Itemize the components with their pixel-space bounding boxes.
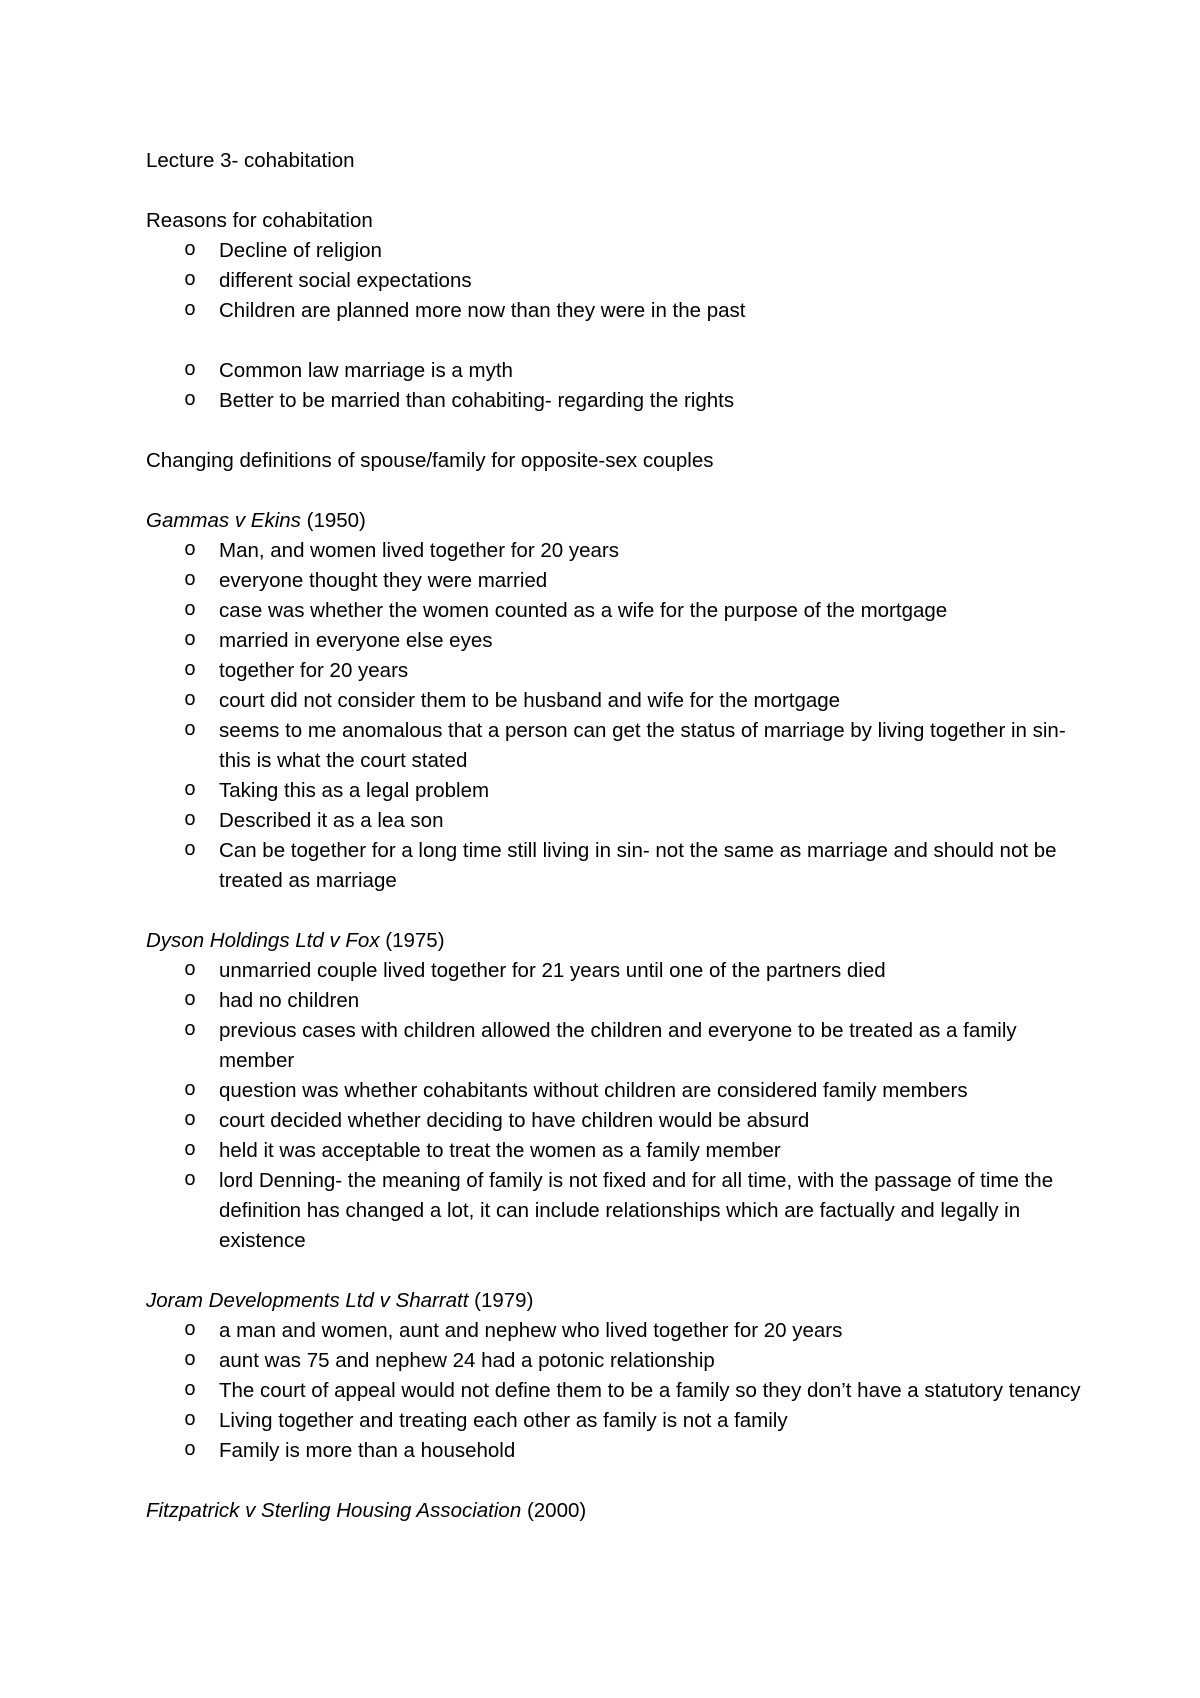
list-item-text: had no children <box>219 989 360 1012</box>
bullet-marker: o <box>184 779 197 802</box>
list-item-text: unmarried couple lived together for 21 years until one of the partners died <box>219 959 886 982</box>
case-name: Fitzpatrick v Sterling Housing Association <box>146 1499 522 1522</box>
list-item <box>146 1436 1086 1466</box>
bullet-marker: o <box>184 269 197 292</box>
bullet-marker: o <box>184 299 197 322</box>
case-year: (1975) <box>385 929 445 952</box>
case-joram-developments-v-sharratt <box>146 1286 1086 1466</box>
list-item-text: Decline of religion <box>219 239 382 262</box>
list-item <box>146 986 1086 1016</box>
list-item-text: Described it as a lea son <box>219 809 444 832</box>
bullet-marker: o <box>184 719 197 742</box>
list-item-text: court decided whether deciding to have children would be absurd <box>219 1109 810 1132</box>
bullet-marker: o <box>184 1319 197 1342</box>
bullet-marker: o <box>184 359 197 382</box>
case-fitzpatrick-v-sterling <box>146 1496 1086 1526</box>
list-item-text: question was whether cohabitants without children are considered family members <box>219 1079 968 1102</box>
list-item <box>146 1316 1086 1346</box>
list-item <box>146 536 1086 566</box>
bullet-marker: o <box>184 1409 197 1432</box>
list-item-text: different social expectations <box>219 269 472 292</box>
document-body <box>146 146 1086 1526</box>
list-item <box>146 1076 1086 1106</box>
blank-line <box>146 326 1086 356</box>
bullet-marker: o <box>184 569 197 592</box>
case-heading <box>146 1496 1086 1526</box>
bullet-marker: o <box>184 239 197 262</box>
list-item <box>146 266 1086 296</box>
case-year: (2000) <box>526 1499 587 1522</box>
list-item <box>146 656 1086 686</box>
list-item <box>146 356 1086 386</box>
case-heading <box>146 926 1086 956</box>
list-item <box>146 776 1086 806</box>
bullet-marker: o <box>184 599 197 622</box>
bullet-marker: o <box>184 629 197 652</box>
reasons-heading: Reasons for cohabitation <box>146 209 373 232</box>
bullet-marker: o <box>184 1349 197 1372</box>
list-item <box>146 806 1086 836</box>
list-item-text: aunt was 75 and nephew 24 had a potonic relationship <box>219 1349 715 1372</box>
definitions-heading: Changing definitions of spouse/family for opposite-sex couples <box>146 449 714 472</box>
list-item-text: Common law marriage is a myth <box>219 359 513 382</box>
case-name: Dyson Holdings Ltd v Fox <box>146 929 380 952</box>
list-item-text: Children are planned more now than they were in the past <box>219 299 746 322</box>
list-item-text: held it was acceptable to treat the women as a family member <box>219 1139 781 1162</box>
bullet-marker: o <box>184 1169 197 1192</box>
list-item-text: Man, and women lived together for 20 years <box>219 539 619 562</box>
case-points-list <box>146 956 1086 1256</box>
list-item <box>146 626 1086 656</box>
list-item <box>146 386 1086 416</box>
reasons-list <box>146 236 1086 326</box>
definitions-section <box>146 446 1086 476</box>
bullet-marker: o <box>184 959 197 982</box>
list-item-text: married in everyone else eyes <box>219 629 493 652</box>
bullet-marker: o <box>184 1019 197 1042</box>
list-item-text: Family is more than a household <box>219 1439 516 1462</box>
list-item <box>146 716 1086 776</box>
list-item-text: case was whether the women counted as a wife for the purpose of the mortgage <box>219 599 948 622</box>
list-item-text: Living together and treating each other as family is not a family <box>219 1409 788 1432</box>
list-item-text: court did not consider them to be husband and wife for the mortgage <box>219 689 841 712</box>
list-item <box>146 296 1086 326</box>
list-item <box>146 836 1086 896</box>
case-points-list <box>146 536 1086 896</box>
case-name: Gammas v Ekins <box>146 509 301 532</box>
reasons-list-continued <box>146 356 1086 416</box>
list-item <box>146 686 1086 716</box>
list-item <box>146 1016 1086 1076</box>
list-item <box>146 566 1086 596</box>
bullet-marker: o <box>184 389 197 412</box>
list-item-text: seems to me anomalous that a person can get the status of marriage by living together in sin- this is what the court stated <box>219 719 1066 772</box>
reasons-section <box>146 206 1086 416</box>
list-item <box>146 236 1086 266</box>
bullet-marker: o <box>184 539 197 562</box>
case-points-list <box>146 1316 1086 1466</box>
bullet-marker: o <box>184 809 197 832</box>
list-item <box>146 1166 1086 1256</box>
bullet-marker: o <box>184 1079 197 1102</box>
list-item <box>146 596 1086 626</box>
list-item-text: Taking this as a legal problem <box>219 779 490 802</box>
list-item-text: Better to be married than cohabiting- regarding the rights <box>219 389 735 412</box>
list-item-text: lord Denning- the meaning of family is not fixed and for all time, with the passage of time the definition has changed a lot, it can include relationships which are factually and legally in existence <box>219 1169 1054 1252</box>
case-year: (1979) <box>474 1289 534 1312</box>
bullet-marker: o <box>184 689 197 712</box>
case-year: (1950) <box>306 509 366 532</box>
bullet-marker: o <box>184 659 197 682</box>
lecture-title: Lecture 3- cohabitation <box>146 149 355 172</box>
list-item-text: together for 20 years <box>219 659 409 682</box>
list-item-text: everyone thought they were married <box>219 569 548 592</box>
bullet-marker: o <box>184 839 197 862</box>
case-name: Joram Developments Ltd v Sharratt <box>146 1289 469 1312</box>
list-item <box>146 1376 1086 1406</box>
list-item <box>146 956 1086 986</box>
case-heading <box>146 1286 1086 1316</box>
case-heading <box>146 506 1086 536</box>
case-gammas-v-ekins <box>146 506 1086 896</box>
bullet-marker: o <box>184 1109 197 1132</box>
bullet-marker: o <box>184 1139 197 1162</box>
list-item <box>146 1406 1086 1436</box>
list-item <box>146 1346 1086 1376</box>
list-item-text: a man and women, aunt and nephew who lived together for 20 years <box>219 1319 843 1342</box>
list-item-text: Can be together for a long time still living in sin- not the same as marriage and should not be treated as marriage <box>219 839 1057 892</box>
list-item-text: The court of appeal would not define them to be a family so they don’t have a statutory tenancy <box>219 1379 1081 1402</box>
bullet-marker: o <box>184 1379 197 1402</box>
bullet-marker: o <box>184 989 197 1012</box>
case-dyson-holdings-v-fox <box>146 926 1086 1256</box>
bullet-marker: o <box>184 1439 197 1462</box>
list-item <box>146 1136 1086 1166</box>
list-item <box>146 1106 1086 1136</box>
list-item-text: previous cases with children allowed the children and everyone to be treated as a family member <box>219 1019 1017 1072</box>
